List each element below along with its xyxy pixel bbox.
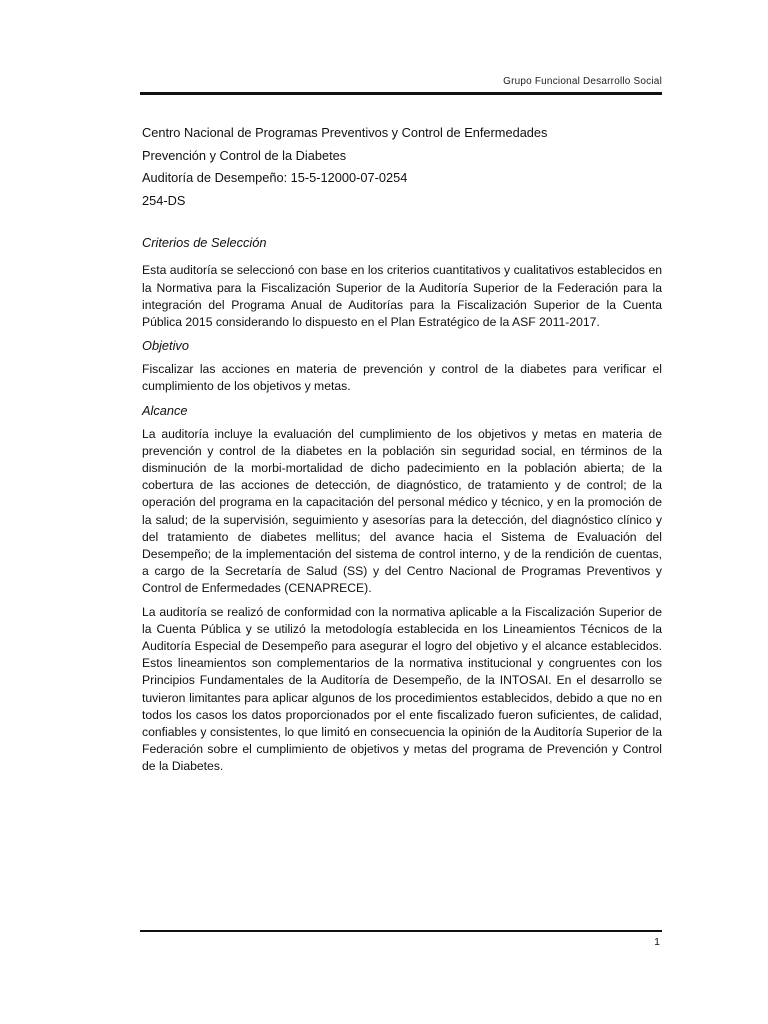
program-title: Prevención y Control de la Diabetes bbox=[142, 147, 347, 163]
header-rule bbox=[140, 92, 662, 95]
audit-number: 254-DS bbox=[142, 192, 186, 208]
heading-criterios: Criterios de Selección bbox=[142, 235, 267, 251]
page-number: 1 bbox=[654, 936, 660, 948]
paragraph-alcance-2: La auditoría se realizó de conformidad con la normativa aplicable a la Fiscalización Superior de la Cuenta Pública y se utilizó la metodología establecida en los Lineamientos Técnicos de la Auditoría Especial de Desempeño para asegurar el logro del objetivo y el alcance establecidos. Estos lineamientos son complementarios de la normativa institucional y congruentes con los Principios Fundamentales de la Auditoría de Desempeño, de la INTOSAI. En el desarrollo se tuvieron limitantes para aplicar algunos de los procedimientos establecidos, debido a que no en todos los casos los datos proporcionados por el ente fiscalizado fueron suficientes, de calidad, confiables y consistentes, lo que limitó en consecuencia la opinión de la Auditoría Superior de la Federación sobre el cumplimiento de objetivos y metas del programa de Prevención y Control de la Diabetes. bbox=[142, 604, 662, 774]
title-block bbox=[142, 122, 662, 212]
heading-objetivo: Objetivo bbox=[142, 338, 189, 354]
footer-rule bbox=[140, 930, 662, 932]
heading-alcance: Alcance bbox=[142, 402, 188, 418]
running-header: Grupo Funcional Desarrollo Social bbox=[503, 76, 662, 87]
paragraph-criterios: Esta auditoría se seleccionó con base en los criterios cuantitativos y cualitativos establecidos en la Normativa para la Fiscalización Superior de la Auditoría Superior de la Federación para la integración del Programa Anual de Auditorías para la Fiscalización Superior de la Cuenta Pública 2015 considerando lo dispuesto en el Plan Estratégico de la ASF 2011-2017. bbox=[142, 263, 662, 329]
paragraph-objetivo: Fiscalizar las acciones en materia de prevención y control de la diabetes para verificar el cumplimiento de los objetivos y metas. bbox=[142, 362, 662, 394]
entity-title: Centro Nacional de Programas Preventivos y Control de Enfermedades bbox=[142, 125, 548, 140]
paragraph-alcance-1: La auditoría incluye la evaluación del cumplimiento de los objetivos y metas en materia de prevención y control de la diabetes en la población sin seguridad social, en términos de la disminución de la morbi-mortalidad de dicho padecimiento en la población abierta; de la cobertura de las acciones de detección, de diagnóstico, de tratamiento y de control; de la operación del programa en la capacitación del personal médico y técnico, y en la promoción de la salud; de la supervisión, seguimiento y asesorías para la detección, del diagnóstico clínico y del tratamiento de diabetes mellitus; del avance hacia el Sistema de Evaluación del Desempeño; de la implementación del sistema de control interno, y de la rendición de cuentas, a cargo de la Secretaría de Salud (SS) y del Centro Nacional de Programas Preventivos y Control de Enfermedades (CENAPRECE). bbox=[142, 426, 662, 596]
document-body bbox=[142, 122, 662, 782]
audit-id: Auditoría de Desempeño: 15-5-12000-07-0254 bbox=[142, 170, 408, 186]
